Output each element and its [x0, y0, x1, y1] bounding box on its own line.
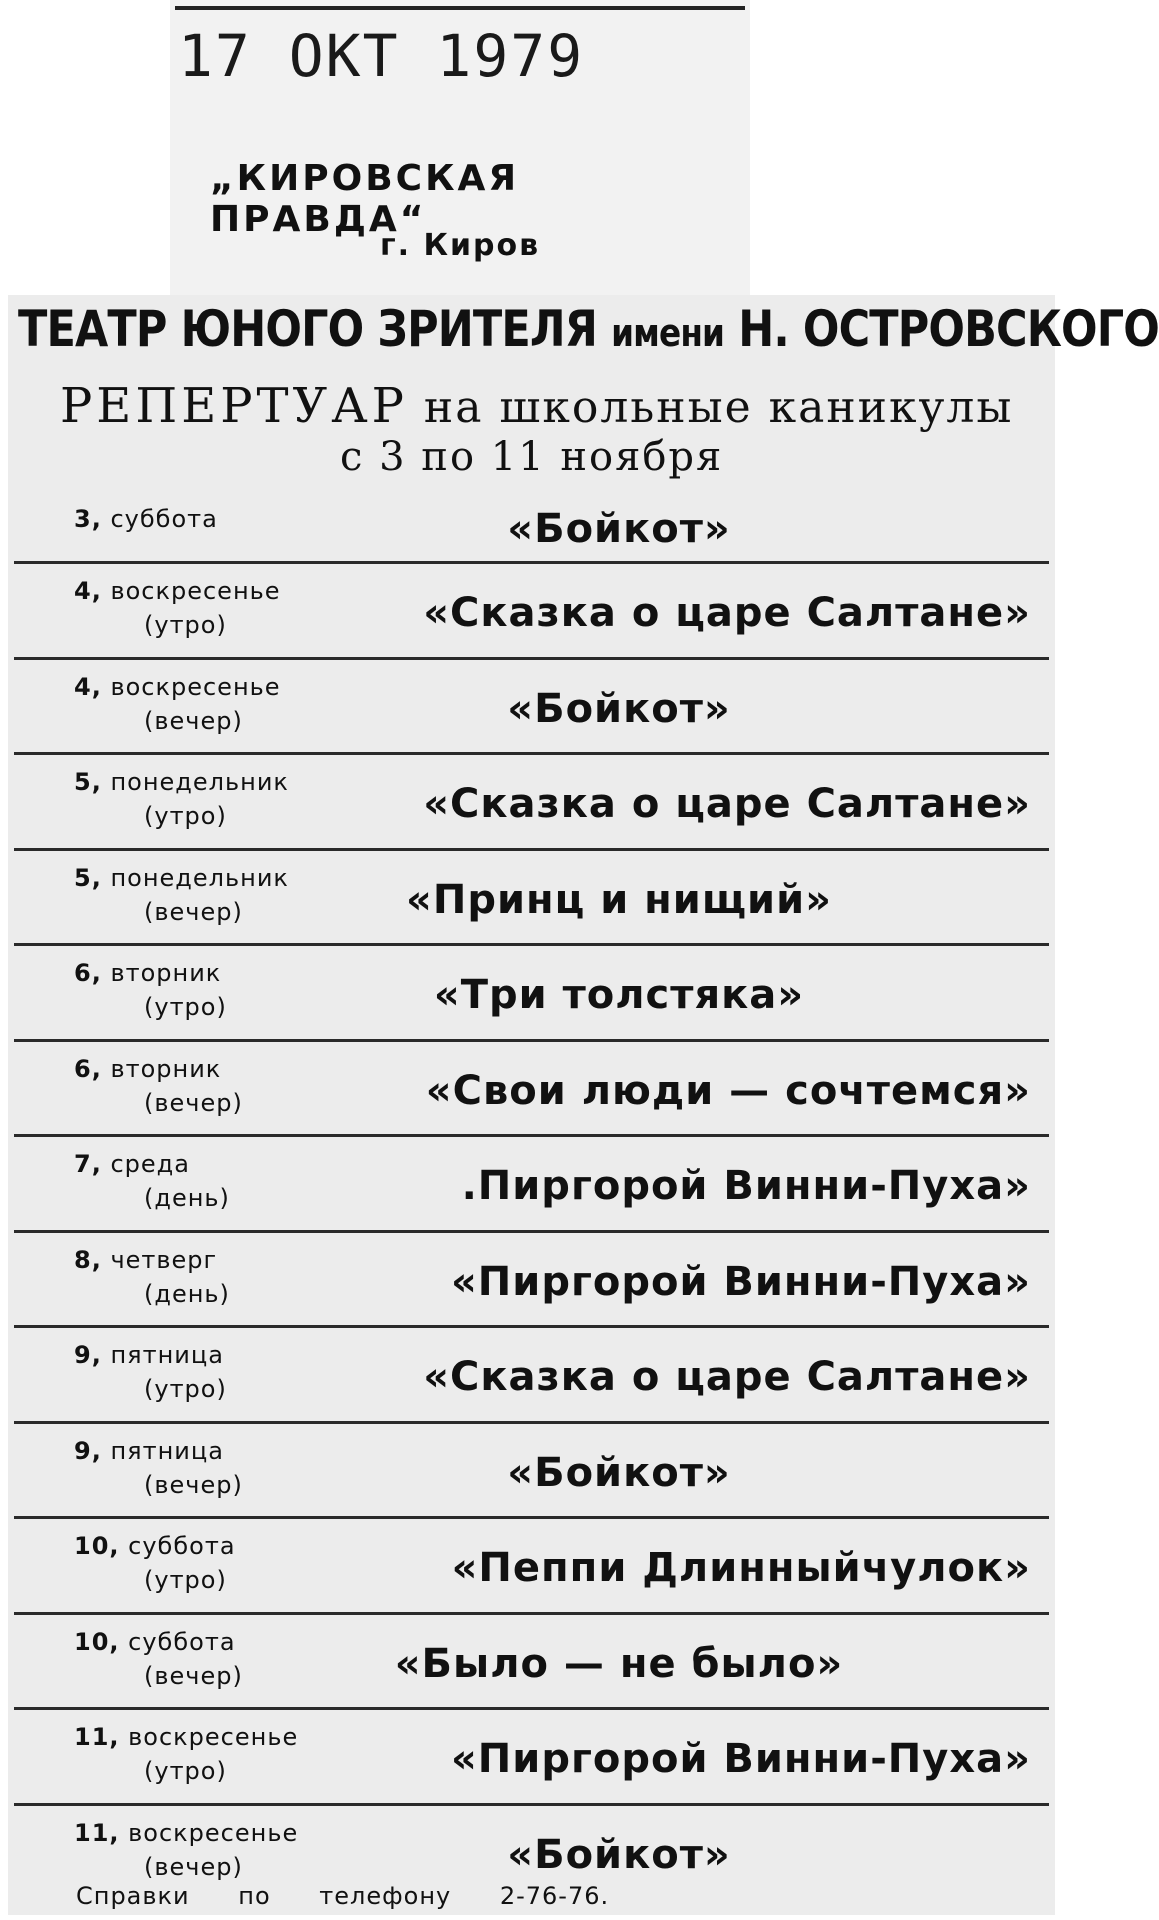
date-stamp: 17 ОКТ 1979: [178, 22, 585, 90]
date-number: 6,: [74, 959, 102, 987]
date-number: 10,: [74, 1532, 120, 1560]
performance-date: [74, 1529, 374, 1597]
time-of-day: (утро): [144, 1375, 227, 1403]
repertoire-dates: с 3 по 11 ноября: [340, 434, 724, 480]
play-title: «Было — не было»: [394, 1640, 844, 1687]
date-number: 9,: [74, 1341, 102, 1369]
schedule-list: [14, 492, 1049, 1906]
performance-date: [74, 1147, 374, 1215]
time-of-day: (утро): [144, 1757, 227, 1785]
repertoire-subtitle: на школьные каникулы: [423, 382, 1014, 433]
schedule-row: [14, 1042, 1049, 1138]
weekday: воскресенье: [128, 1818, 299, 1847]
performance-date: [74, 1338, 374, 1406]
schedule-row: [14, 1424, 1049, 1520]
schedule-row: [14, 1615, 1049, 1711]
repertoire-word: РЕПЕРТУАР: [60, 378, 408, 434]
date-number: 11,: [74, 1723, 120, 1751]
play-title: «Три толстяка»: [433, 972, 805, 1018]
date-number: 7,: [74, 1150, 102, 1178]
date-number: 4,: [74, 577, 102, 605]
play-title: «Бойкот»: [507, 1831, 731, 1878]
theatre-title-named: имени: [611, 311, 725, 355]
weekday: понедельник: [110, 768, 289, 796]
schedule-row: [14, 564, 1049, 660]
schedule-row: [14, 1328, 1049, 1424]
schedule-row: [14, 1137, 1049, 1233]
play-title: «Пеппи Длинныйчулок»: [451, 1545, 1031, 1591]
play-title: «Сказка о царе Салтане»: [423, 781, 1031, 827]
repertoire-heading: [60, 378, 1040, 434]
weekday: понедельник: [110, 863, 289, 892]
weekday: воскресенье: [128, 1723, 299, 1751]
theatre-title: [18, 300, 1159, 358]
date-number: 5,: [74, 863, 102, 892]
weekday: пятница: [110, 1436, 224, 1465]
time-of-day: (утро): [144, 611, 227, 639]
time-of-day: (день): [144, 1184, 230, 1212]
weekday: суббота: [128, 1532, 236, 1560]
date-number: 10,: [74, 1627, 120, 1656]
performance-date: [74, 574, 374, 642]
time-of-day: (вечер): [144, 1852, 243, 1881]
weekday: суббота: [110, 505, 218, 533]
weekday: суббота: [128, 1627, 236, 1656]
play-title: «Бойкот»: [507, 506, 731, 552]
weekday: вторник: [110, 1054, 222, 1083]
time-of-day: (вечер): [144, 1470, 243, 1499]
date-number: 3,: [74, 505, 102, 533]
time-of-day: (утро): [144, 993, 227, 1021]
theatre-title-main: ТЕАТР ЮНОГО ЗРИТЕЛЯ: [18, 300, 597, 358]
weekday: воскресенье: [110, 672, 281, 701]
schedule-row: [14, 755, 1049, 851]
date-number: 6,: [74, 1054, 102, 1083]
date-number: 5,: [74, 768, 102, 796]
schedule-row: [14, 946, 1049, 1042]
play-title: «Бойкот»: [507, 685, 731, 732]
newspaper-city: г. Киров: [380, 228, 541, 263]
schedule-row: [14, 492, 1049, 564]
performance-date: [74, 1720, 374, 1788]
weekday: четверг: [110, 1245, 218, 1274]
play-title: «Свои люди — сочтемся»: [425, 1067, 1031, 1114]
performance-date: [74, 1052, 374, 1120]
header-rule: [175, 6, 745, 10]
performance-date: [74, 765, 374, 833]
play-title: «Сказка о царе Салтане»: [423, 590, 1031, 636]
date-number: 11,: [74, 1818, 120, 1847]
date-number: 8,: [74, 1245, 102, 1274]
weekday: воскресенье: [110, 577, 281, 605]
date-number: 4,: [74, 672, 102, 701]
play-title: «Пиргорой Винни-Пуха»: [450, 1258, 1031, 1305]
play-title: «Сказка о царе Салтане»: [423, 1354, 1031, 1400]
schedule-row: [14, 1519, 1049, 1615]
play-title: .Пиргорой Винни-Пуха»: [461, 1163, 1031, 1209]
schedule-row: [14, 660, 1049, 756]
time-of-day: (день): [144, 1279, 230, 1308]
schedule-row: [14, 1710, 1049, 1806]
time-of-day: (утро): [144, 802, 227, 830]
weekday: вторник: [110, 959, 222, 987]
schedule-row: [14, 851, 1049, 947]
schedule-row: [14, 1233, 1049, 1329]
play-title: «Принц и нищий»: [406, 876, 832, 923]
time-of-day: (вечер): [144, 897, 243, 926]
phone-info: Справки по телефону 2-76-76.: [76, 1882, 610, 1910]
performance-date: [74, 1243, 374, 1311]
weekday: среда: [110, 1150, 190, 1178]
newspaper-name: „КИРОВСКАЯ ПРАВДА“: [210, 158, 520, 240]
date-number: 9,: [74, 1436, 102, 1465]
play-title: «Бойкот»: [507, 1449, 731, 1496]
time-of-day: (утро): [144, 1566, 227, 1594]
time-of-day: (вечер): [144, 1661, 243, 1690]
play-title: «Пиргорой Винни-Пуха»: [450, 1736, 1031, 1782]
time-of-day: (вечер): [144, 1088, 243, 1117]
time-of-day: (вечер): [144, 706, 243, 735]
theatre-title-name: Н. ОСТРОВСКОГО: [738, 300, 1159, 358]
weekday: пятница: [110, 1341, 224, 1369]
